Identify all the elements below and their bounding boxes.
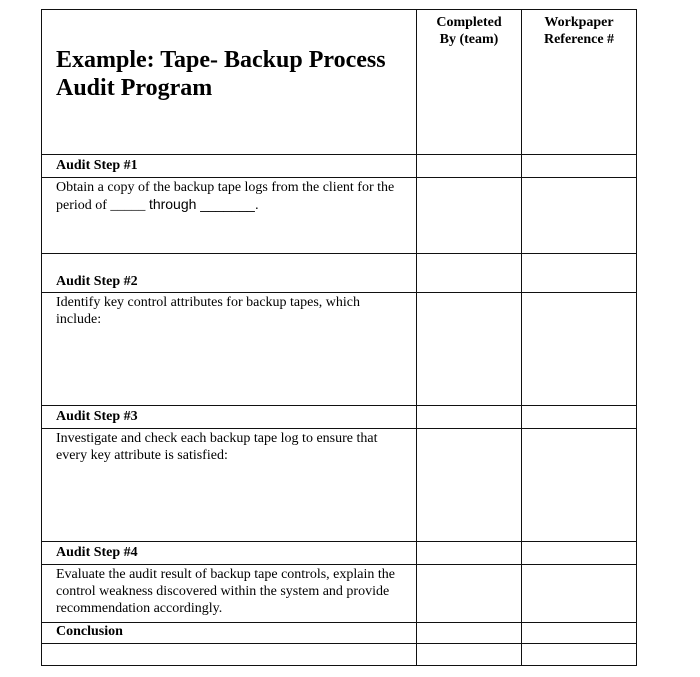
- step-1-workpaper-value[interactable]: [522, 178, 637, 254]
- workpaper-reference-header: [522, 10, 637, 155]
- conclusion-completed-value[interactable]: [417, 644, 522, 666]
- step-3-label-row: [42, 406, 637, 429]
- step-4-completed-cell[interactable]: [417, 542, 522, 565]
- step-1-description: [42, 178, 417, 254]
- step-1-desc-text: Obtain a copy of the backup tape logs from the client for the period of _____: [56, 180, 395, 213]
- step-3-workpaper-value[interactable]: [522, 429, 637, 542]
- step-2-completed-value[interactable]: [417, 293, 522, 406]
- step-3-completed-value[interactable]: [417, 429, 522, 542]
- title-line-1: Example: Tape- Backup Process: [56, 47, 386, 73]
- step-1-completed-cell[interactable]: [417, 155, 522, 178]
- completed-header-line-2: By (team): [439, 32, 499, 47]
- step-4-description: Evaluate the audit result of backup tape controls, explain the control weakness discovered within the system and provide recommendation accordingly.: [42, 565, 417, 623]
- conclusion-value[interactable]: [42, 644, 417, 666]
- step-1-completed-value[interactable]: [417, 178, 522, 254]
- step-1-workpaper-cell[interactable]: [522, 155, 637, 178]
- step-1-label: Audit Step #1: [42, 155, 417, 178]
- completed-header-line-1: Completed: [436, 15, 502, 30]
- step-4-label: Audit Step #4: [42, 542, 417, 565]
- page-title: [56, 46, 402, 102]
- step-3-workpaper-cell[interactable]: [522, 406, 637, 429]
- title-line-2: Audit Program: [56, 75, 213, 101]
- step-4-desc-row: [42, 565, 637, 623]
- step-2-workpaper-value[interactable]: [522, 293, 637, 406]
- conclusion-label-row: [42, 623, 637, 644]
- title-cell: [42, 10, 417, 155]
- step-3-description: Investigate and check each backup tape log to ensure that every key attribute is satisfied:: [42, 429, 417, 542]
- step-3-label: Audit Step #3: [42, 406, 417, 429]
- step-2-workpaper-cell[interactable]: [522, 254, 637, 293]
- step-2-label-row: [42, 254, 637, 293]
- workpaper-header-line-1: Workpaper: [544, 15, 614, 30]
- header-row: [42, 10, 637, 155]
- step-2-completed-cell[interactable]: [417, 254, 522, 293]
- step-4-label-row: [42, 542, 637, 565]
- conclusion-completed-cell[interactable]: [417, 623, 522, 644]
- step-3-desc-row: [42, 429, 637, 542]
- conclusion-label: Conclusion: [42, 623, 417, 644]
- step-2-description: Identify key control attributes for backup tapes, which include:: [42, 293, 417, 406]
- workpaper-header-line-2: Reference #: [543, 32, 615, 47]
- step-1-label-row: [42, 155, 637, 178]
- step-1-desc-row: [42, 178, 637, 254]
- completed-by-header: [417, 10, 522, 155]
- audit-program-table: [41, 9, 637, 666]
- step-4-completed-value[interactable]: [417, 565, 522, 623]
- conclusion-workpaper-value[interactable]: [522, 644, 637, 666]
- step-2-desc-row: [42, 293, 637, 406]
- conclusion-value-row: [42, 644, 637, 666]
- step-2-label: Audit Step #2: [42, 254, 417, 293]
- step-4-workpaper-value[interactable]: [522, 565, 637, 623]
- conclusion-workpaper-cell[interactable]: [522, 623, 637, 644]
- step-4-workpaper-cell[interactable]: [522, 542, 637, 565]
- step-1-desc-period: through _______.: [148, 196, 259, 212]
- step-3-completed-cell[interactable]: [417, 406, 522, 429]
